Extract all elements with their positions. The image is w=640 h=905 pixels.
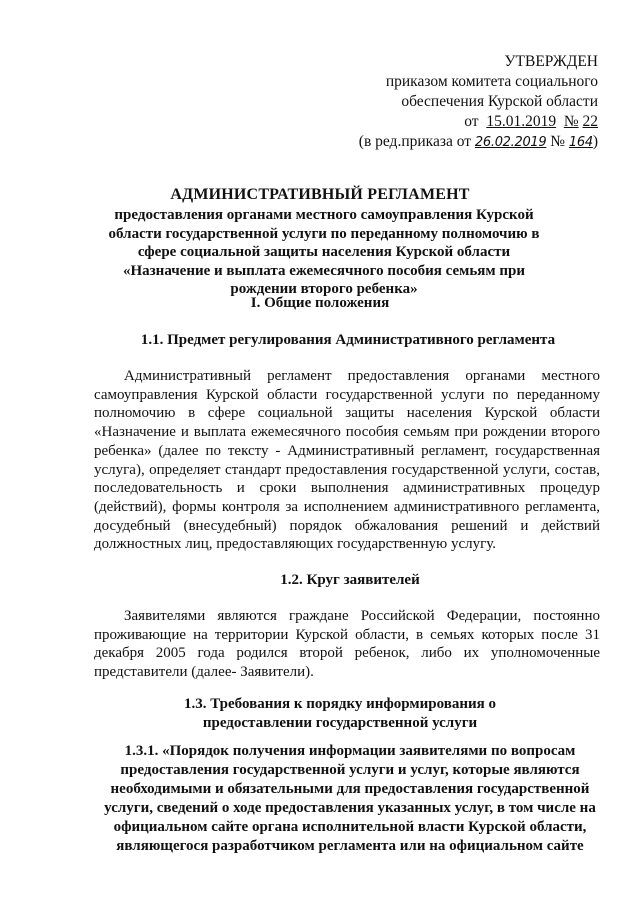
- amendment-number-prefix: №: [550, 133, 566, 150]
- approval-title: УТВЕРЖДЕН: [504, 53, 598, 70]
- amendment-suffix: ): [592, 133, 598, 150]
- approval-order-line: приказом комитета социального: [385, 73, 598, 90]
- amendment-prefix: (в ред.приказа от: [358, 133, 472, 150]
- approval-number: 22: [582, 113, 598, 130]
- section-1-2-heading: 1.2. Круг заявителей: [280, 572, 420, 588]
- document-subtitle: предоставления органами местного самоуправления Курской области государственной услуги по переданному полномочию в сфере социальной защиты населения Курской области «Назначение и выплата ежемесячного пособия семьям при рождении второго ребенка»: [108, 207, 540, 297]
- section-1-3-heading: 1.3. Требования к порядку информирования о предоставлении государственной услуги: [184, 696, 496, 731]
- section-1-2-text: Заявителями являются граждане Российской Федерации, постоянно проживающие на территории Курской области, в семьях которых после 31 декабря 2005 года родился второй ребенок, либо их уполномоченные представители (далее- Заявители).: [94, 608, 600, 681]
- section-1-3-1-text: 1.3.1. «Порядок получения информации заявителями по вопросам предоставления государственной услуги и услуг, которые являются необходимыми и обязательными для предоставления государственной услуги, сведений о ходе предоставления указанных услуг, в том числе на официальном сайте органа исполнительной власти Курской области, являющегося разработчиком регламента или на официальном сайте: [104, 743, 596, 854]
- amendment-number: 164: [568, 135, 593, 150]
- amendment-date: 26.02.2019: [474, 135, 547, 150]
- document-title: АДМИНИСТРАТИВНЫЙ РЕГЛАМЕНТ: [170, 186, 470, 203]
- number-prefix: №: [563, 113, 579, 130]
- date-prefix: от: [464, 113, 479, 130]
- amendment-line: [338, 132, 598, 153]
- section-1-1-text: Административный регламент предоставления органами местного самоуправления Курской области государственной услуги по переданному полномочию в сфере социальной защиты населения Курской области «Назначение и выплата ежемесячного пособия семьям при рождении второго ребенка» (далее по тексту - Административный регламент, государственная услуга), определяет стандарт предоставления государственной услуги, состав, последовательность и сроки выполнения административных процедур (действий), формы контроля за исполнением административного регламента, досудебный (внесудебный) порядок обжалования решений и действий должностных лиц, предоставляющих государственную услугу.: [94, 368, 600, 553]
- approval-date-line: [338, 112, 598, 132]
- approval-stamp: [338, 52, 598, 153]
- section-1-heading: I. Общие положения: [250, 295, 390, 311]
- section-1-1-heading: 1.1. Предмет регулирования Административного регламента: [140, 332, 556, 348]
- approval-date: 15.01.2019: [486, 113, 557, 130]
- approval-committee-line: обеспечения Курской области: [401, 93, 598, 110]
